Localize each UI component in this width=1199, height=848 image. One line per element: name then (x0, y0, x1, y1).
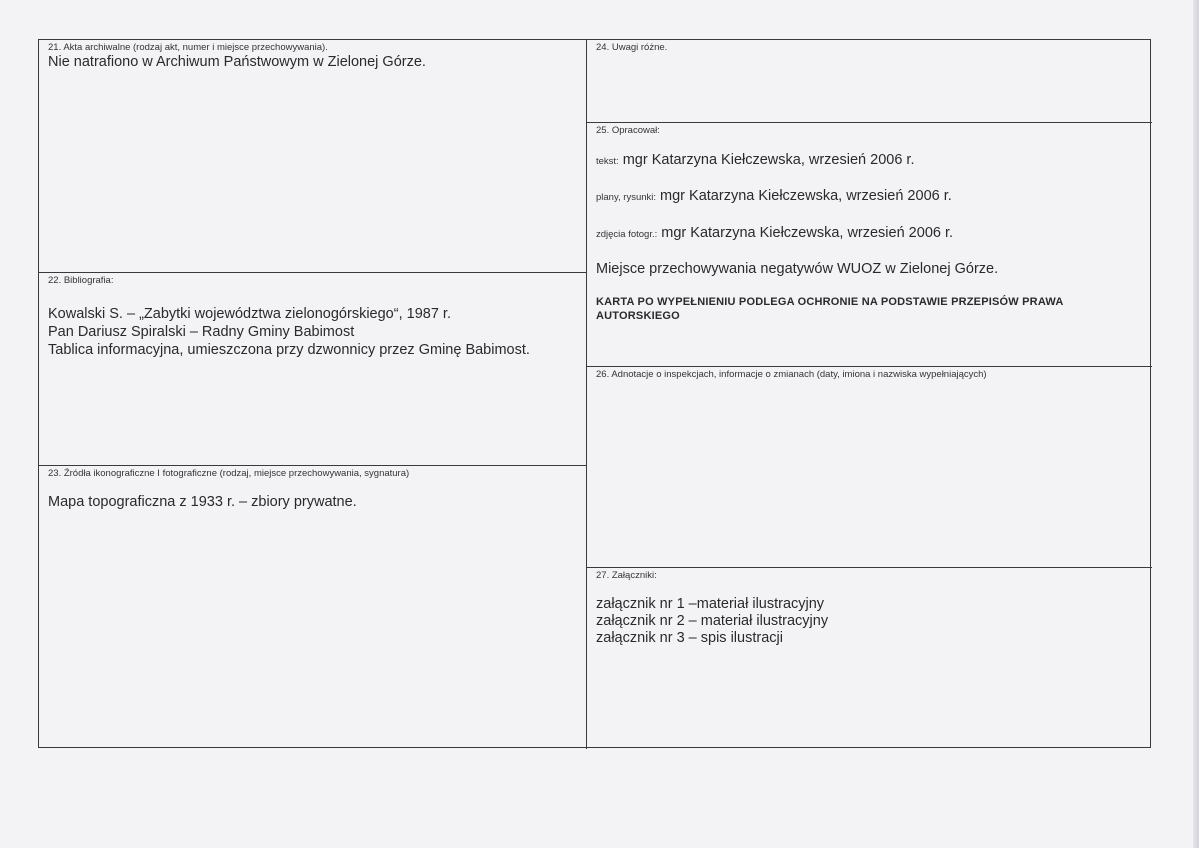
attachment-line-3: załącznik nr 3 – spis ilustracji (596, 630, 783, 646)
bibliography-line-2: Pan Dariusz Spiralski – Radny Gminy Babimost (48, 324, 355, 340)
prepared-text-prefix: tekst: (596, 156, 619, 167)
prepared-drawings-row (596, 188, 952, 206)
bibliography-line-1: Kowalski S. – „Zabytki województwa zielonogórskiego“, 1987 r. (48, 306, 451, 322)
attachment-line-2: załącznik nr 2 – materiał ilustracyjny (596, 613, 829, 629)
field-22-bibliography (39, 273, 587, 466)
prepared-photos-value: mgr Katarzyna Kiełczewska, wrzesień 2006 r. (657, 225, 954, 241)
copyright-notice: KARTA PO WYPEŁNIENIU PODLEGA OCHRONIE NA PODSTAWIE PRZEPISÓW PRAWA AUTORSKIEGO (596, 296, 1064, 322)
field-27-attachments (587, 568, 1152, 749)
prepared-drawings-value: mgr Katarzyna Kiełczewska, wrzesień 2006 r. (656, 188, 952, 204)
field-26-inspection-notes (587, 367, 1152, 568)
field-21-label: 21. Akta archiwalne (rodzaj akt, numer i miejsce przechowywania). (48, 42, 328, 53)
field-25-label: 25. Opracował: (596, 125, 660, 136)
field-21-text: Nie natrafiono w Archiwum Państwowym w Zielonej Górze. (48, 54, 426, 70)
prepared-text-row (596, 152, 914, 170)
bibliography-line-3: Tablica informacyjna, umieszczona przy dzwonnicy przez Gminę Babimost. (48, 342, 530, 358)
field-27-label: 27. Załączniki: (596, 570, 657, 581)
field-22-label: 22. Bibliografia: (48, 275, 114, 286)
prepared-photos-row (596, 225, 953, 243)
page-edge-shadow (1193, 0, 1199, 848)
prepared-photos-prefix: zdjęcia fotogr.: (596, 229, 658, 240)
field-23-iconographic-sources (39, 466, 587, 749)
field-26-label: 26. Adnotacje o inspekcjach, informacje o zmianach (daty, imiona i nazwiska wypełniających) (596, 369, 987, 380)
prepared-drawings-prefix: plany, rysunki: (596, 192, 657, 203)
field-23-label: 23. Źródła ikonograficzne I fotograficzne (rodzaj, miejsce przechowywania, sygnatura) (48, 468, 410, 479)
field-25-prepared-by (587, 123, 1152, 367)
negatives-location: Miejsce przechowywania negatywów WUOZ w Zielonej Górze. (596, 261, 999, 277)
field-24-remarks (587, 40, 1152, 123)
attachment-line-1: załącznik nr 1 –materiał ilustracyjny (596, 596, 825, 612)
record-card-form (38, 39, 1151, 748)
field-21-archival-records (39, 40, 587, 273)
field-23-text: Mapa topograficzna z 1933 r. – zbiory prywatne. (48, 494, 357, 510)
field-24-label: 24. Uwagi różne. (596, 42, 668, 53)
prepared-text-value: mgr Katarzyna Kiełczewska, wrzesień 2006 r. (618, 152, 915, 168)
